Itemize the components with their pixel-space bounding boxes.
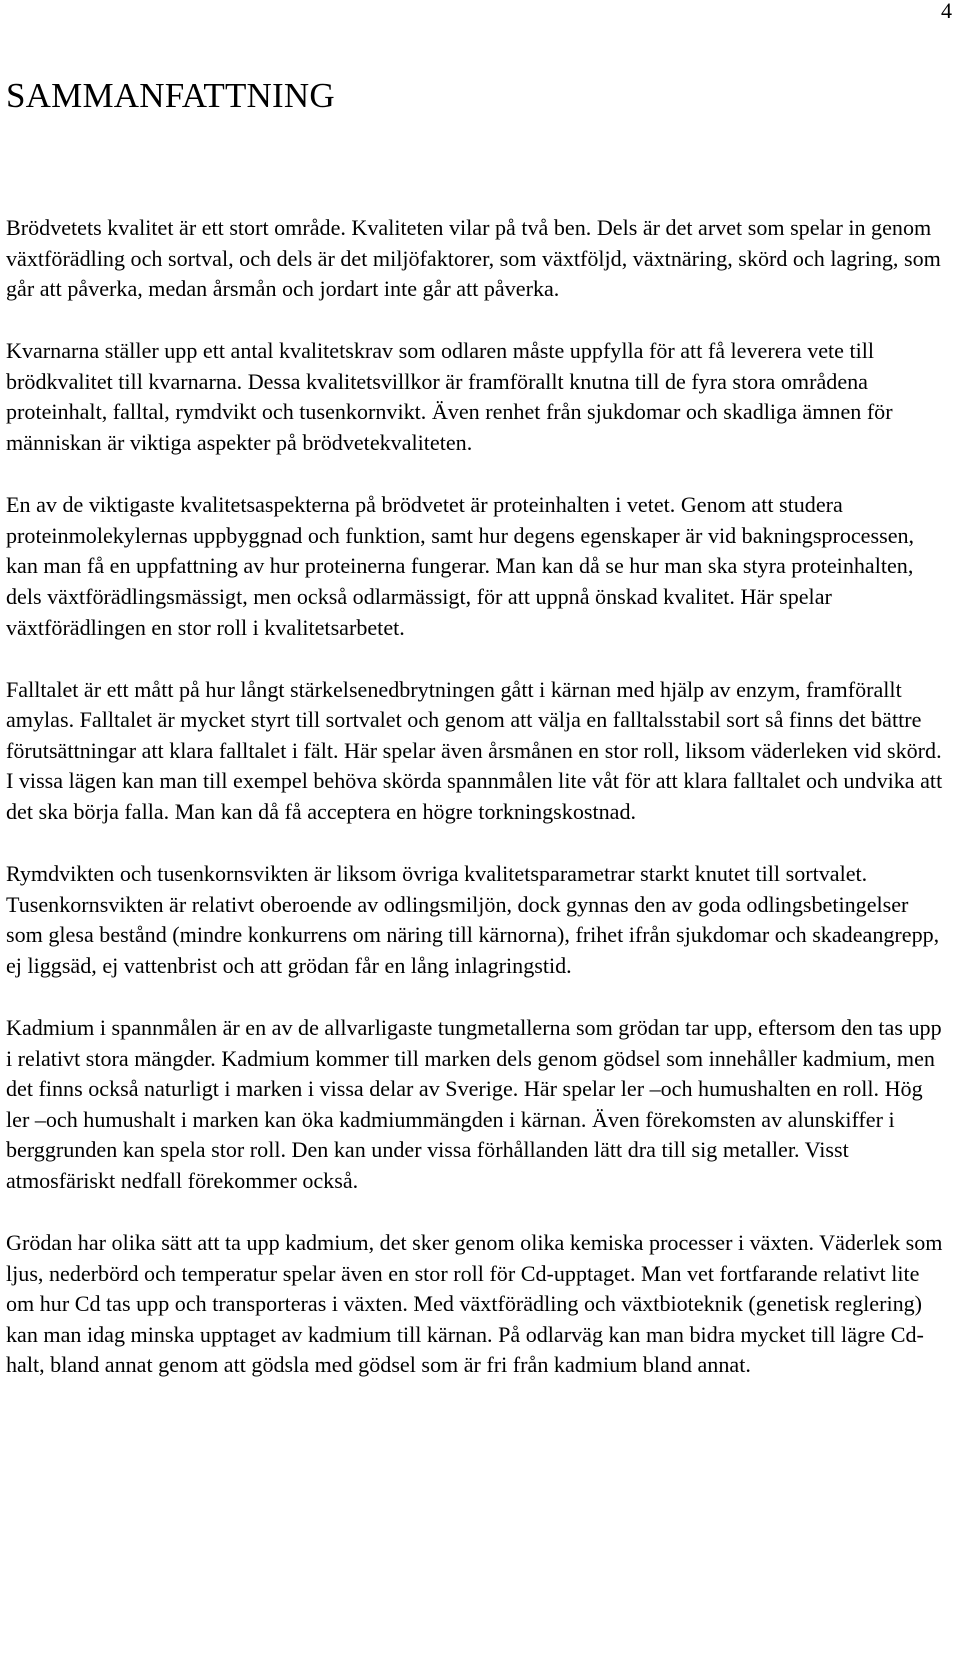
page-title: SAMMANFATTNING: [6, 76, 335, 115]
body-text: [6, 213, 950, 1413]
paragraph-4: Falltalet är ett mått på hur långt stärkelsenedbrytningen gått i kärnan med hjälp av enzym, framförallt amylas. Falltalet är mycket styrt till sortvalet och genom att välja en falltalsstabil sort så finns det bättre förutsättningar att klara falltalet i fält. Här spelar även årsmånen en stor roll, liksom väderleken vid skörd. I vissa lägen kan man till exempel behöva skörda spannmålen lite våt för att klara falltalet och undvika att det ska börja falla. Man kan då få acceptera en högre torkningskostnad.: [6, 676, 943, 824]
paragraph-2: Kvarnarna ställer upp ett antal kvalitetskrav som odlaren måste uppfylla för att få leverera vete till brödkvalitet till kvarnarna. Dessa kvalitetsvillkor är framförallt knutna till de fyra stora områdena proteinhalt, falltal, rymdvikt och tusenkornvikt. Även renhet från sjukdomar och skadliga ämnen för människan är viktiga aspekter på brödvetekvaliteten.: [6, 338, 893, 456]
paragraph-7: Grödan har olika sätt att ta upp kadmium, det sker genom olika kemiska processer i växten. Väderlek som ljus, nederbörd och temperatur spelar även en stor roll för Cd-upptaget. Man vet fortfarande relativt lite om hur Cd tas upp och transporteras i växten. Med växtförädling och växtbioteknik (genetisk reglering) kan man idag minska upptaget av kadmium till kärnan. På odlarväg kan man bidra mycket till lägre Cd-halt, bland annat genom att gödsla med gödsel som är fri från kadmium bland annat.: [6, 1230, 943, 1378]
page-number: 4: [941, 0, 952, 23]
paragraph-5: Rymdvikten och tusenkornsvikten är liksom övriga kvalitetsparametrar starkt knutet till sortvalet. Tusenkornsvikten är relativt oberoende av odlingsmiljön, dock gynnas den av goda odlingsbetingelser som glesa bestånd (mindre konkurrens om näring till kärnorna), frihet ifrån sjukdomar och skadeangrepp, ej liggsäd, ej vattenbrist och att grödan får en lång inlagringstid.: [6, 861, 940, 978]
paragraph-1: Brödvetets kvalitet är ett stort område. Kvaliteten vilar på två ben. Dels är det arvet som spelar in genom växtförädling och sortval, och dels är det miljöfaktorer, som växtföljd, växtnäring, skörd och lagring, som går att påverka, medan årsmån och jordart inte går att påverka.: [6, 215, 941, 302]
paragraph-6: Kadmium i spannmålen är en av de allvarligaste tungmetallerna som grödan tar upp, eftersom den tas upp i relativt stora mängder. Kadmium kommer till marken dels genom gödsel som innehåller kadmium, men det finns också naturligt i marken i vissa delar av Sverige. Här spelar ler –och humushalten en roll. Hög ler –och humushalt i marken kan öka kadmiummängden i kärnan. Även förekomsten av alunskiffer i berggrunden kan spela stor roll. Den kan under vissa förhållanden lätt dra till sig metaller. Visst atmosfäriskt nedfall förekommer också.: [6, 1014, 942, 1193]
paragraph-3: En av de viktigaste kvalitetsaspekterna på brödvetet är proteinhalten i vetet. Genom att studera proteinmolekylernas uppbyggnad och funktion, samt hur degens egenskaper är vid bakningsprocessen, kan man få en uppfattning av hur proteinerna fungerar. Man kan då se hur man ska styra proteinhalten, dels växtförädlingsmässigt, men också odlarmässigt, för att uppnå önskad kvalitet. Här spelar växtförädlingen en stor roll i kvalitetsarbetet.: [6, 492, 915, 640]
